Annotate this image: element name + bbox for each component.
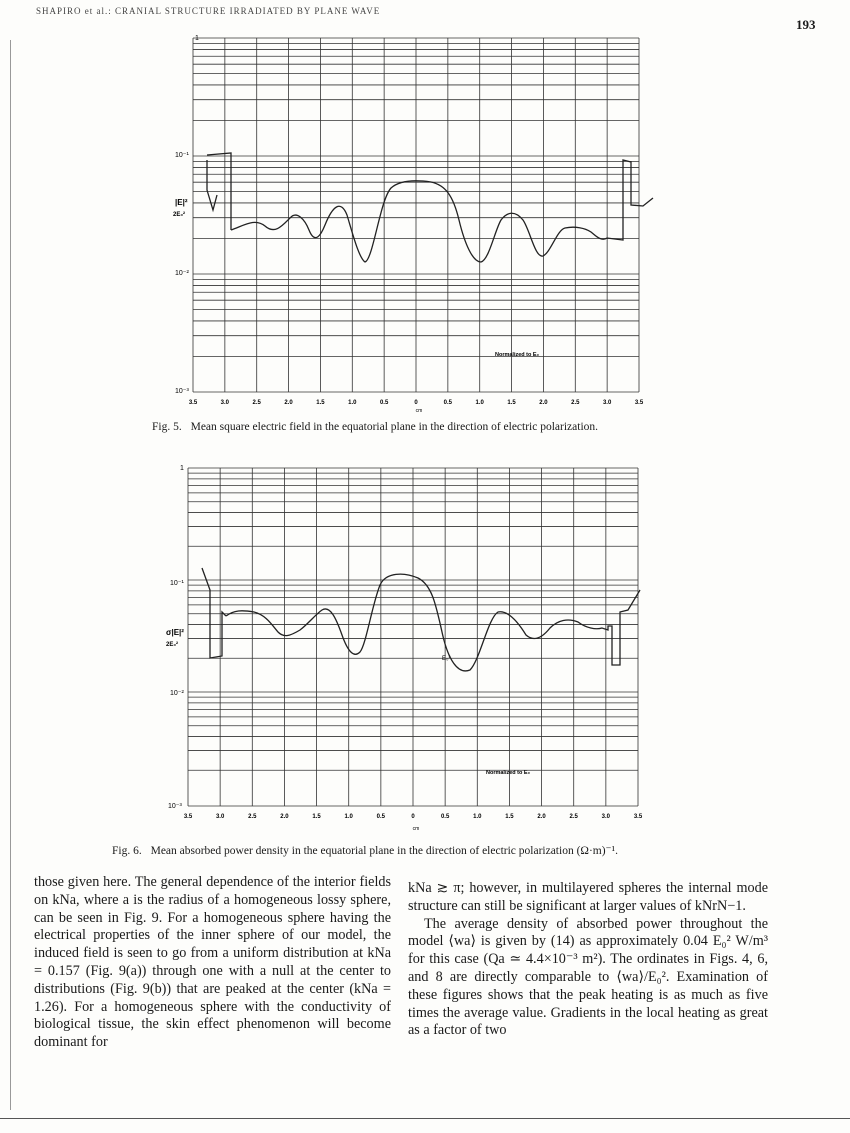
x-tick-label: 3.5 [634, 400, 644, 406]
figure-5-grid [193, 38, 639, 392]
f6-ytick-1: 1 [180, 465, 184, 472]
x-tick-label: 3.5 [188, 400, 198, 406]
x-tick-label: 0.5 [440, 814, 450, 820]
x-tick-label: 1.5 [505, 814, 514, 820]
f5-ylabel-top: |E|² [175, 198, 188, 207]
x-tick-label: 3.5 [183, 814, 193, 820]
figure-6-curve [202, 568, 640, 671]
f5-ylabel-bottom: 2E₀² [173, 212, 186, 218]
f6-xunit: cm [412, 826, 420, 832]
figure-6-plot [150, 460, 695, 834]
f6-ytick-3: 10⁻² [170, 690, 184, 697]
x-tick-label: 2.5 [569, 814, 578, 820]
f6-ylabel-bottom: 2E₀² [166, 642, 179, 648]
body-right-column [408, 880, 768, 1040]
f6-marker: E₀² [442, 656, 451, 662]
page-bottom-edge [0, 1118, 850, 1119]
x-tick-label: 1.5 [316, 400, 325, 406]
x-tick-label: 0 [414, 400, 418, 406]
x-tick-label: 2.5 [252, 400, 261, 406]
x-tick-label: 3.0 [220, 400, 230, 406]
x-tick-label: 2.0 [280, 814, 289, 820]
f5-ytick-4: 10⁻³ [175, 388, 189, 395]
f5-xunit: cm [415, 408, 423, 414]
x-tick-label: 1.0 [348, 400, 357, 406]
right-column-paragraph-2: The average density of absorbed power throughout the model ⟨wa⟩ is given by (14) as approximately 0.04 E₀² W/m³ for this case (Qa ≃ 4.4×10⁻³ m²). The ordinates in Figs. 4, 6, and 8 are directly comparable to ⟨wa⟩/E₀². Examination of these figures shows that the peak heating is as much as five times the average value. Gradients in the local heating as great as a factor of two [408, 915, 768, 1039]
f5-ytick-3: 10⁻² [175, 270, 189, 277]
figure-5-caption-text: Mean square electric field in the equatorial plane in the direction of electric polarization. [190, 421, 599, 433]
f5-ytick-2: 10⁻¹ [175, 152, 189, 159]
x-tick-label: 1.5 [507, 400, 516, 406]
figure-6-caption [112, 843, 618, 857]
x-tick-label: 3.0 [602, 400, 612, 406]
x-tick-label: 2.0 [284, 400, 293, 406]
x-tick-label: 2.5 [248, 814, 257, 820]
body-left-column [34, 874, 391, 1052]
x-tick-label: 2.0 [539, 400, 548, 406]
page-left-edge [10, 40, 11, 1110]
f5-ytick-1: 1 [195, 35, 199, 42]
page-number: 193 [796, 17, 816, 32]
figure-6-x-ticks [184, 814, 643, 820]
x-tick-label: 3.0 [601, 814, 611, 820]
x-tick-label: 0.5 [376, 814, 386, 820]
f6-ytick-2: 10⁻¹ [170, 580, 184, 587]
x-tick-label: 1.0 [344, 814, 353, 820]
f6-note: Normalized to E₀ [486, 770, 531, 776]
x-tick-label: 0 [411, 814, 415, 820]
x-tick-label: 1.0 [475, 400, 484, 406]
left-column-text: those given here. The general dependence of the interior fields on kNa, where a is the radius of a homogeneous lossy sphere, can be seen in Fig. 9. For a homogeneous sphere having the electrical properties of the inner sphere of our model, the induced field is seen to go from a uniform distribution at kNa = 0.157 (Fig. 9(a)) through one with a null at the center to distributions (Fig. 9(b)) that are peaked at the center (kNa = 1.26). For a homogeneous sphere with the conductivity of biological tissue, the skin effect phenomenon will become dominant for [34, 874, 391, 1051]
f6-ytick-4: 10⁻³ [168, 803, 182, 810]
x-tick-label: 2.5 [571, 400, 580, 406]
x-tick-label: 1.5 [312, 814, 321, 820]
x-tick-label: 0.5 [443, 400, 453, 406]
x-tick-label: 0.5 [379, 400, 389, 406]
x-tick-label: 2.0 [537, 814, 546, 820]
f5-note: Normalized to E₀ [495, 352, 540, 358]
x-tick-label: 1.0 [473, 814, 482, 820]
figure-6-caption-label: Fig. 6. [112, 845, 142, 857]
running-head: SHAPIRO et al.: CRANIAL STRUCTURE IRRADIATED BY PLANE WAVE [36, 6, 381, 16]
figure-5-curve [207, 153, 653, 262]
figure-5-x-ticks [189, 400, 644, 406]
x-tick-label: 3.0 [215, 814, 225, 820]
figure-5-plot [155, 30, 695, 418]
figure-5-caption-label: Fig. 5. [152, 421, 182, 433]
f6-ylabel-top: σ|E|² [166, 628, 184, 637]
right-column-paragraph-1: kNa ≳ π; however, in multilayered spheres the internal mode structure can still be significant at larger values of kNrN−1. [408, 880, 768, 914]
figure-6-grid [188, 468, 638, 806]
figure-6-caption-text: Mean absorbed power density in the equatorial plane in the direction of electric polarization (Ω·m)⁻¹. [150, 845, 618, 857]
x-tick-label: 3.5 [633, 814, 643, 820]
figure-5-caption [152, 421, 598, 433]
